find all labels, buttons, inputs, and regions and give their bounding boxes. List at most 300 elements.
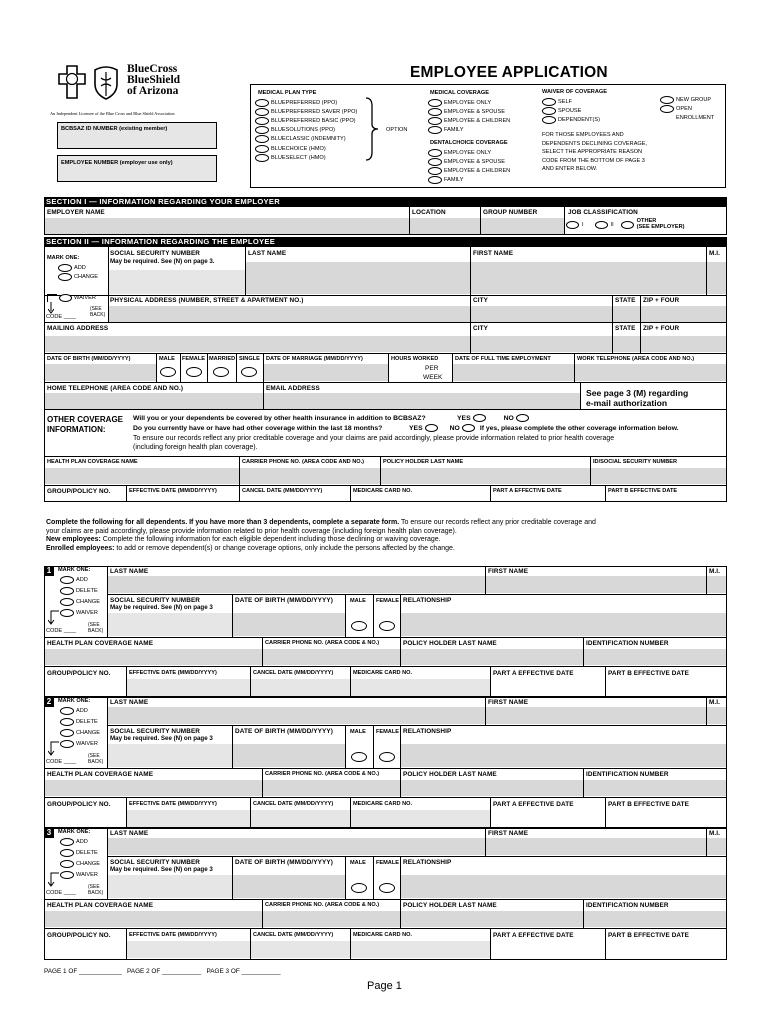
- class-ii-label: II: [610, 222, 614, 228]
- dep-see-back: [88, 885, 103, 896]
- employee-number-field[interactable]: [57, 155, 217, 182]
- plan-radio-7[interactable]: [255, 154, 269, 162]
- emp-waiver-label: WAIVER: [74, 295, 96, 301]
- q2-tail: If yes, please complete the other coverage information below.: [479, 424, 679, 432]
- med-cov-option-4: FAMILY: [444, 127, 464, 134]
- medical-plan-options: [255, 98, 357, 162]
- dep-last-name-field[interactable]: [108, 707, 485, 724]
- emp-mi-field[interactable]: [707, 262, 726, 294]
- bcbsaz-id-label: BCBSAZ ID NUMBER (existing member): [61, 126, 168, 132]
- med-cov-radio-4[interactable]: [428, 126, 442, 134]
- married-label: MARRIED: [209, 356, 236, 362]
- emp-change-label: CHANGE: [74, 273, 98, 280]
- q1-no-radio[interactable]: [516, 414, 529, 422]
- oc-id-ssn-label: ID/SOCIAL SECURITY NUMBER: [593, 459, 678, 465]
- oc-effective-date-label: EFFECTIVE DATE (MM/DD/YYYY): [129, 488, 217, 494]
- plan-radio-3[interactable]: [255, 117, 269, 125]
- dep-part-b-label: PART B EFFECTIVE DATE: [608, 801, 690, 808]
- dep-back-label: BACK): [88, 889, 104, 896]
- dep-medicare-label: MEDICARE CARD NO.: [353, 801, 413, 807]
- dep-relationship-label: RELATIONSHIP: [403, 597, 452, 604]
- employee-number-label: EMPLOYEE NUMBER (employer use only): [61, 160, 173, 166]
- dental-coverage-label: DENTALCHOICE COVERAGE: [430, 140, 508, 146]
- dep-first-name-field[interactable]: [486, 707, 706, 724]
- med-cov-radio-1[interactable]: [428, 99, 442, 107]
- dep-see-label: (SEE: [88, 884, 100, 890]
- dep-change-radio[interactable]: [60, 729, 74, 737]
- per-label: PER: [425, 365, 439, 372]
- coverage-note-2: (including foreign health plan coverage).: [133, 444, 258, 451]
- dependents-intro: [46, 519, 596, 553]
- page-number: Page 1: [367, 980, 402, 992]
- work-phone-label: WORK TELEPHONE (AREA CODE AND NO.): [577, 356, 695, 362]
- section2-header: SECTION II — INFORMATION REGARDING THE EMPLOYEE: [44, 237, 727, 247]
- dep-cancel-date-field[interactable]: [251, 810, 350, 827]
- arrow-down-icon: [48, 302, 54, 314]
- dep-add-radio[interactable]: [60, 838, 74, 846]
- arrow-down-icon: [48, 610, 60, 626]
- waiver-radio-spouse[interactable]: [542, 107, 556, 115]
- oc-policy-holder-field[interactable]: [381, 468, 590, 484]
- dep-mi-field[interactable]: [707, 576, 726, 593]
- dep-medicare-label: MEDICARE CARD NO.: [353, 670, 413, 676]
- logo-line3: of Arizona: [127, 85, 179, 97]
- mark-one-label: MARK ONE:: [47, 255, 80, 261]
- marriage-date-label: DATE OF MARRIAGE (MM/DD/YYYY): [266, 356, 363, 362]
- dep-waiver-radio[interactable]: [60, 871, 74, 879]
- dep-waiver-radio[interactable]: [60, 740, 74, 748]
- dep-health-plan-field[interactable]: [45, 911, 262, 927]
- plan-radio-2[interactable]: [255, 108, 269, 116]
- dep-carrier-phone-field[interactable]: [263, 649, 400, 665]
- emp-waiver-radio[interactable]: [59, 294, 72, 302]
- mi-label: M.I.: [709, 250, 721, 257]
- plan-option-6: BLUECHOICE (HMO): [271, 145, 326, 152]
- dep-code-label: CODE ____: [46, 759, 77, 765]
- dob-label: DATE OF BIRTH (MM/DD/YYYY): [47, 356, 131, 362]
- waiver-note-5: AND ENTER BELOW.: [542, 166, 598, 173]
- mailing-city-field[interactable]: [471, 336, 612, 352]
- arrow-down-icon: [48, 872, 60, 888]
- employer-name-label: EMPLOYER NAME: [47, 209, 105, 216]
- dep-last-name-field[interactable]: [108, 838, 485, 855]
- dep-health-plan-field[interactable]: [45, 649, 262, 665]
- zip-label: ZIP + FOUR: [643, 297, 680, 304]
- q2-yes-radio[interactable]: [425, 424, 438, 432]
- coverage-question-1: Will you or your dependents be covered by other health insurance in addition to BCBSAZ?: [133, 415, 426, 422]
- dep-change-radio[interactable]: [60, 598, 74, 606]
- dep-ssn-label: SOCIAL SECURITY NUMBER: [110, 597, 201, 604]
- dep-see-label: (SEE: [88, 622, 100, 628]
- dep-mi-label: M.I.: [709, 568, 721, 575]
- oc-cancel-date-label: CANCEL DATE (MM/DD/YYYY): [242, 488, 323, 494]
- waiver-radio-dependents[interactable]: [542, 116, 556, 124]
- dep-ssn-label: SOCIAL SECURITY NUMBER: [110, 728, 201, 735]
- dep-id-number-field[interactable]: [584, 780, 726, 796]
- emp-last-name-field[interactable]: [246, 262, 470, 294]
- job-class-options: [566, 220, 685, 230]
- dep-policy-holder-label: POLICY HOLDER LAST NAME: [403, 902, 497, 909]
- mark-one-options: [58, 263, 98, 281]
- dep-policy-holder-label: POLICY HOLDER LAST NAME: [403, 640, 497, 647]
- dep-part-a-label: PART A EFFECTIVE DATE: [493, 801, 574, 808]
- dep-ssn-label: SOCIAL SECURITY NUMBER: [110, 859, 201, 866]
- single-label: SINGLE: [239, 356, 260, 362]
- dep-last-name-field[interactable]: [108, 576, 485, 593]
- dep-medicare-field[interactable]: [351, 679, 490, 696]
- oc-carrier-phone-field[interactable]: [240, 468, 380, 484]
- brace-icon: [364, 96, 380, 162]
- dep-medicare-label: MEDICARE CARD NO.: [353, 932, 413, 938]
- enrollment-options: [660, 95, 714, 123]
- employer-name-field[interactable]: [45, 218, 409, 234]
- other-coverage-label: [47, 415, 123, 435]
- plan-option-4: BLUESOLUTIONS (PPO): [271, 127, 336, 134]
- plan-radio-4[interactable]: [255, 126, 269, 134]
- state-label: STATE: [615, 297, 636, 304]
- mailing-address-label: MAILING ADDRESS: [47, 325, 109, 332]
- q1-no-label: NO: [503, 414, 514, 422]
- med-cov-radio-2[interactable]: [428, 108, 442, 116]
- emp-waiver-option: [47, 294, 96, 302]
- dep-male-radio[interactable]: [351, 621, 367, 631]
- waiver-note-3: SELECT THE APPROPRIATE REASON: [542, 149, 643, 156]
- dep-dob-field[interactable]: [233, 613, 345, 636]
- medical-coverage-label: MEDICAL COVERAGE: [430, 90, 489, 96]
- q1-answers: [457, 414, 529, 422]
- plan-radio-1[interactable]: [255, 99, 269, 107]
- dep-ssn-field[interactable]: [108, 875, 232, 898]
- dep-relationship-label: RELATIONSHIP: [403, 728, 452, 735]
- dep-mark-one-label: MARK ONE:: [58, 829, 91, 835]
- oc-part-a-label: PART A EFFECTIVE DATE: [493, 488, 562, 494]
- employment-date-label: DATE OF FULL TIME EMPLOYMENT: [455, 356, 551, 362]
- dep-cancel-date-field[interactable]: [251, 679, 350, 696]
- medical-coverage-options: [428, 98, 510, 135]
- emp-ssn-field[interactable]: [109, 270, 245, 294]
- dep-change-radio[interactable]: [60, 860, 74, 868]
- location-label: LOCATION: [412, 209, 446, 216]
- dep-waiver-radio[interactable]: [60, 609, 74, 617]
- emp-add-label: ADD: [74, 264, 86, 271]
- coverage-note-1: To ensure our records reflect any prior creditable coverage and your claims are paid accordingly, please provide information related to prior health coverage: [133, 435, 615, 442]
- dep-effective-date-field[interactable]: [127, 941, 250, 958]
- page-marks: PAGE 1 OF ____________ PAGE 2 OF ___________ PAGE 3 OF ___________: [44, 968, 281, 975]
- oc-policy-holder-label: POLICY HOLDER LAST NAME: [383, 459, 464, 465]
- q2-answers: [409, 424, 679, 432]
- coverage-question-2: Do you currently have or have had other coverage within the last 18 months?: [133, 425, 383, 432]
- single-radio[interactable]: [241, 367, 257, 377]
- mailing-city-label: CITY: [473, 325, 488, 332]
- dep-female-radio[interactable]: [379, 883, 395, 893]
- plan-option-5: BLUECLASSIC (INDEMNITY): [271, 136, 346, 143]
- q2-no-label: NO: [449, 424, 460, 432]
- dep-part-b-label: PART B EFFECTIVE DATE: [608, 932, 690, 939]
- dep-id-number-label: IDENTIFICATION NUMBER: [586, 902, 669, 909]
- dep-part-a-label: PART A EFFECTIVE DATE: [493, 932, 574, 939]
- intro-line3-bold: New employees:: [46, 536, 101, 544]
- zip-field[interactable]: [641, 306, 726, 322]
- arrow-down-icon: [48, 741, 60, 757]
- mailing-address-field[interactable]: [45, 336, 470, 352]
- oc-part-b-label: PART B EFFECTIVE DATE: [608, 488, 678, 494]
- open-enrollment-radio[interactable]: [660, 105, 674, 113]
- waiver-label: WAIVER OF COVERAGE: [542, 89, 607, 95]
- emp-first-name-field[interactable]: [471, 262, 706, 294]
- dep-last-name-label: LAST NAME: [110, 830, 149, 837]
- dep-policy-holder-label: POLICY HOLDER LAST NAME: [403, 771, 497, 778]
- home-phone-field[interactable]: [45, 393, 263, 409]
- dep-back-label: BACK): [88, 627, 104, 634]
- dep-ssn-field[interactable]: [108, 744, 232, 767]
- licensee-text: An Independent Licensee of the Blue Cross and Blue Shield Association: [50, 111, 175, 116]
- enrollment-label: ENROLLMENT: [676, 114, 715, 121]
- dep-effective-date-label: EFFECTIVE DATE (MM/DD/YYYY): [129, 932, 217, 938]
- female-radio[interactable]: [186, 367, 202, 377]
- dep-mark-options: ADD DELETE CHANGE WAIVER: [60, 836, 100, 880]
- dep-first-name-label: FIRST NAME: [488, 830, 529, 837]
- ssn-note: May be required. See (N) on page 3.: [110, 258, 215, 265]
- oc-carrier-phone-label: CARRIER PHONE NO. (AREA CODE AND NO.): [242, 459, 365, 465]
- dep-cancel-date-label: CANCEL DATE (MM/DD/YYYY): [253, 801, 334, 807]
- option-label: OPTION: [386, 127, 408, 133]
- dep-cancel-date-label: CANCEL DATE (MM/DD/YYYY): [253, 932, 334, 938]
- dep-first-name-field[interactable]: [486, 576, 706, 593]
- section1-header: SECTION I — INFORMATION REGARDING YOUR EMPLOYER: [44, 197, 727, 207]
- dep-dob-field[interactable]: [233, 744, 345, 767]
- q2-yes-label: YES: [409, 424, 423, 432]
- dep-delete-radio[interactable]: [60, 587, 74, 595]
- dep-male-radio[interactable]: [351, 883, 367, 893]
- dep-last-name-label: LAST NAME: [110, 699, 149, 706]
- bcbsaz-id-field[interactable]: [57, 122, 217, 149]
- dep-female-label: FEMALE: [376, 860, 399, 866]
- dep-part-a-label: PART A EFFECTIVE DATE: [493, 670, 574, 677]
- dep-cancel-date-field[interactable]: [251, 941, 350, 958]
- dep-female-radio[interactable]: [379, 752, 395, 762]
- emp-add-radio[interactable]: [58, 264, 72, 272]
- dep-policy-holder-field[interactable]: [401, 649, 583, 665]
- male-radio[interactable]: [160, 367, 176, 377]
- mailing-state-label: STATE: [615, 325, 636, 332]
- dep-mark-one-label: MARK ONE:: [58, 698, 91, 704]
- med-cov-option-2: EMPLOYEE & SPOUSE: [444, 108, 505, 115]
- dep-dob-field[interactable]: [233, 875, 345, 898]
- dep-first-name-field[interactable]: [486, 838, 706, 855]
- marriage-date-field[interactable]: [264, 364, 388, 381]
- dep-female-label: FEMALE: [376, 729, 399, 735]
- plan-radio-5[interactable]: [255, 135, 269, 143]
- dep-male-radio[interactable]: [351, 752, 367, 762]
- dep-relationship-field[interactable]: [401, 875, 726, 898]
- intro-line1-bold: Complete the following for all dependents. If you have more than 3 dependents, complete a separate form.: [46, 519, 400, 526]
- plan-radio-6[interactable]: [255, 145, 269, 153]
- dep-id-number-field[interactable]: [584, 649, 726, 665]
- waiver-option-self: SELF: [558, 98, 572, 105]
- dep-carrier-phone-field[interactable]: [263, 911, 400, 927]
- emp-see-back: [90, 307, 105, 318]
- group-number-field[interactable]: [481, 218, 564, 234]
- see-label: (SEE: [90, 306, 102, 312]
- dep-mark-options: ADD DELETE CHANGE WAIVER: [60, 574, 100, 618]
- dep-effective-date-label: EFFECTIVE DATE (MM/DD/YYYY): [129, 801, 217, 807]
- dental-radio-1[interactable]: [428, 149, 442, 157]
- waiver-note-4: CODE FROM THE BOTTOM OF PAGE 3: [542, 157, 645, 164]
- home-phone-label: HOME TELEPHONE (AREA CODE AND NO.): [47, 385, 184, 392]
- dep-group-policy-label: GROUP/POLICY NO.: [47, 932, 111, 939]
- q1-yes-radio[interactable]: [473, 414, 486, 422]
- dep-carrier-phone-label: CARRIER PHONE NO. (AREA CODE & NO.): [265, 902, 380, 908]
- dep-male-label: MALE: [350, 860, 366, 866]
- dep-dob-label: DATE OF BIRTH (MM/DD/YYYY): [235, 859, 333, 866]
- email-auth-note-2: e-mail authorization: [586, 398, 668, 408]
- dep-delete-radio[interactable]: [60, 849, 74, 857]
- mailing-zip-label: ZIP + FOUR: [643, 325, 680, 332]
- dental-radio-3[interactable]: [428, 167, 442, 175]
- mailing-state-field[interactable]: [613, 336, 640, 352]
- dep-medicare-field[interactable]: [351, 810, 490, 827]
- dep-group-policy-label: GROUP/POLICY NO.: [47, 670, 111, 677]
- dep-mi-field[interactable]: [707, 838, 726, 855]
- other-coverage-subtitle: INFORMATION:: [47, 425, 106, 434]
- dep-cancel-date-label: CANCEL DATE (MM/DD/YYYY): [253, 670, 334, 676]
- dental-radio-4[interactable]: [428, 176, 442, 184]
- city-field[interactable]: [471, 306, 612, 322]
- logo-line2: BlueShield: [127, 74, 181, 86]
- waiver-radio-self[interactable]: [542, 98, 556, 106]
- intro-line2: your claims are paid accordingly, please provide information related to prior health coverage (including foreign health plan coverage).: [46, 527, 457, 535]
- dep-policy-holder-field[interactable]: [401, 780, 583, 796]
- dep-relationship-field[interactable]: [401, 744, 726, 767]
- married-radio[interactable]: [213, 367, 229, 377]
- dep-delete-radio[interactable]: [60, 718, 74, 726]
- class-i-radio[interactable]: [566, 221, 579, 229]
- email-field[interactable]: [264, 393, 580, 409]
- dep-see-label: (SEE: [88, 753, 100, 759]
- dep-ssn-note: May be required. See (N) on page 3: [110, 735, 213, 742]
- employment-date-field[interactable]: [453, 364, 574, 381]
- dependent-number: 2: [44, 697, 54, 707]
- q1-yes-label: YES: [457, 414, 471, 422]
- dep-add-radio[interactable]: [60, 576, 74, 584]
- dep-part-b-label: PART B EFFECTIVE DATE: [608, 670, 690, 677]
- see-employer-label: (SEE EMPLOYER): [636, 224, 685, 230]
- dep-male-label: MALE: [350, 598, 366, 604]
- dependent-number: 1: [44, 566, 54, 576]
- hours-worked-label: HOURS WORKED: [391, 356, 439, 362]
- dep-dob-label: DATE OF BIRTH (MM/DD/YYYY): [235, 597, 333, 604]
- dep-back-label: BACK): [88, 758, 104, 765]
- new-group-label: NEW GROUP: [676, 96, 712, 103]
- location-field[interactable]: [410, 218, 480, 234]
- dep-medicare-field[interactable]: [351, 941, 490, 958]
- dep-mi-label: M.I.: [709, 830, 721, 837]
- email-auth-note-1: See page 3 (M) regarding: [586, 388, 689, 398]
- dep-health-plan-label: HEALTH PLAN COVERAGE NAME: [47, 902, 154, 909]
- oc-group-policy-label: GROUP/POLICY NO.: [47, 488, 111, 495]
- dep-female-label: FEMALE: [376, 598, 399, 604]
- dep-effective-date-label: EFFECTIVE DATE (MM/DD/YYYY): [129, 670, 217, 676]
- dep-ssn-field[interactable]: [108, 613, 232, 636]
- dep-see-back: [88, 754, 103, 765]
- dep-see-back: [88, 623, 103, 634]
- oc-id-ssn-field[interactable]: [591, 468, 726, 484]
- last-name-label: LAST NAME: [248, 250, 287, 257]
- dep-carrier-phone-label: CARRIER PHONE NO. (AREA CODE & NO.): [265, 640, 380, 646]
- intro-line3-rest: Complete the following information for each eligible dependent including those declining or waiving coverage.: [100, 536, 441, 544]
- dep-last-name-label: LAST NAME: [110, 568, 149, 575]
- emp-change-radio[interactable]: [58, 273, 72, 281]
- dep-id-number-label: IDENTIFICATION NUMBER: [586, 640, 669, 647]
- new-group-radio[interactable]: [660, 96, 674, 104]
- dep-effective-date-field[interactable]: [127, 679, 250, 696]
- dep-ssn-note: May be required. See (N) on page 3: [110, 866, 213, 873]
- q2-no-radio[interactable]: [462, 424, 475, 432]
- dep-id-number-field[interactable]: [584, 911, 726, 927]
- dep-mi-field[interactable]: [707, 707, 726, 724]
- intro-line1-rest: To ensure our records reflect any prior creditable coverage and: [399, 519, 596, 526]
- class-other-radio[interactable]: [621, 221, 634, 229]
- class-ii-radio[interactable]: [595, 221, 608, 229]
- medical-plan-label: MEDICAL PLAN TYPE: [258, 90, 317, 96]
- physical-address-field[interactable]: [109, 306, 470, 322]
- first-name-label: FIRST NAME: [473, 250, 514, 257]
- other-coverage-title: OTHER COVERAGE: [47, 415, 124, 424]
- oc-medicare-label: MEDICARE CARD NO.: [353, 488, 413, 494]
- job-classification-label: JOB CLASSIFICATION: [568, 209, 638, 216]
- dep-female-radio[interactable]: [379, 621, 395, 631]
- plan-option-2: BLUEPREFERRED SAVER (PPO): [271, 108, 358, 115]
- state-field[interactable]: [613, 306, 640, 322]
- waiver-note-1: FOR THOSE EMPLOYEES AND: [542, 132, 624, 138]
- other-label: OTHER: [636, 218, 657, 224]
- dental-radio-2[interactable]: [428, 158, 442, 166]
- dep-code-label: CODE ____: [46, 890, 77, 896]
- work-phone-field[interactable]: [575, 364, 726, 381]
- dental-option-3: EMPLOYEE & CHILDREN: [444, 167, 511, 174]
- ssn-label: SOCIAL SECURITY NUMBER: [110, 250, 201, 257]
- dep-male-label: MALE: [350, 729, 366, 735]
- physical-address-label: PHYSICAL ADDRESS (NUMBER, STREET & APARTMENT NO.): [110, 297, 304, 304]
- oc-health-plan-field[interactable]: [45, 468, 239, 484]
- dep-ssn-note: May be required. See (N) on page 3: [110, 604, 213, 611]
- mailing-zip-field[interactable]: [641, 336, 726, 352]
- med-cov-radio-3[interactable]: [428, 117, 442, 125]
- dep-health-plan-field[interactable]: [45, 780, 262, 796]
- logo-line1: BlueCross: [127, 63, 178, 75]
- dep-relationship-field[interactable]: [401, 613, 726, 636]
- waiver-option-dependents: DEPENDENT(S): [558, 116, 600, 123]
- page-title: EMPLOYEE APPLICATION: [410, 64, 608, 81]
- dob-field[interactable]: [45, 364, 156, 381]
- dep-policy-holder-field[interactable]: [401, 911, 583, 927]
- dep-first-name-label: FIRST NAME: [488, 568, 529, 575]
- dep-mi-label: M.I.: [709, 699, 721, 706]
- plan-option-7: BLUESELECT (HMO): [271, 154, 326, 161]
- dep-mark-one-label: MARK ONE:: [58, 567, 91, 573]
- intro-line4-rest: to add or remove dependent(s) or change coverage options, only include the persons affected by the change.: [114, 544, 455, 552]
- med-cov-option-1: EMPLOYEE ONLY: [444, 99, 492, 106]
- dep-relationship-label: RELATIONSHIP: [403, 859, 452, 866]
- dep-effective-date-field[interactable]: [127, 810, 250, 827]
- dental-option-2: EMPLOYEE & SPOUSE: [444, 158, 505, 165]
- plan-option-1: BLUEPREFERRED (PPO): [271, 99, 338, 106]
- dep-carrier-phone-label: CARRIER PHONE NO. (AREA CODE & NO.): [265, 771, 380, 777]
- dep-carrier-phone-field[interactable]: [263, 780, 400, 796]
- dep-add-radio[interactable]: [60, 707, 74, 715]
- back-label: BACK): [90, 311, 106, 318]
- dep-first-name-label: FIRST NAME: [488, 699, 529, 706]
